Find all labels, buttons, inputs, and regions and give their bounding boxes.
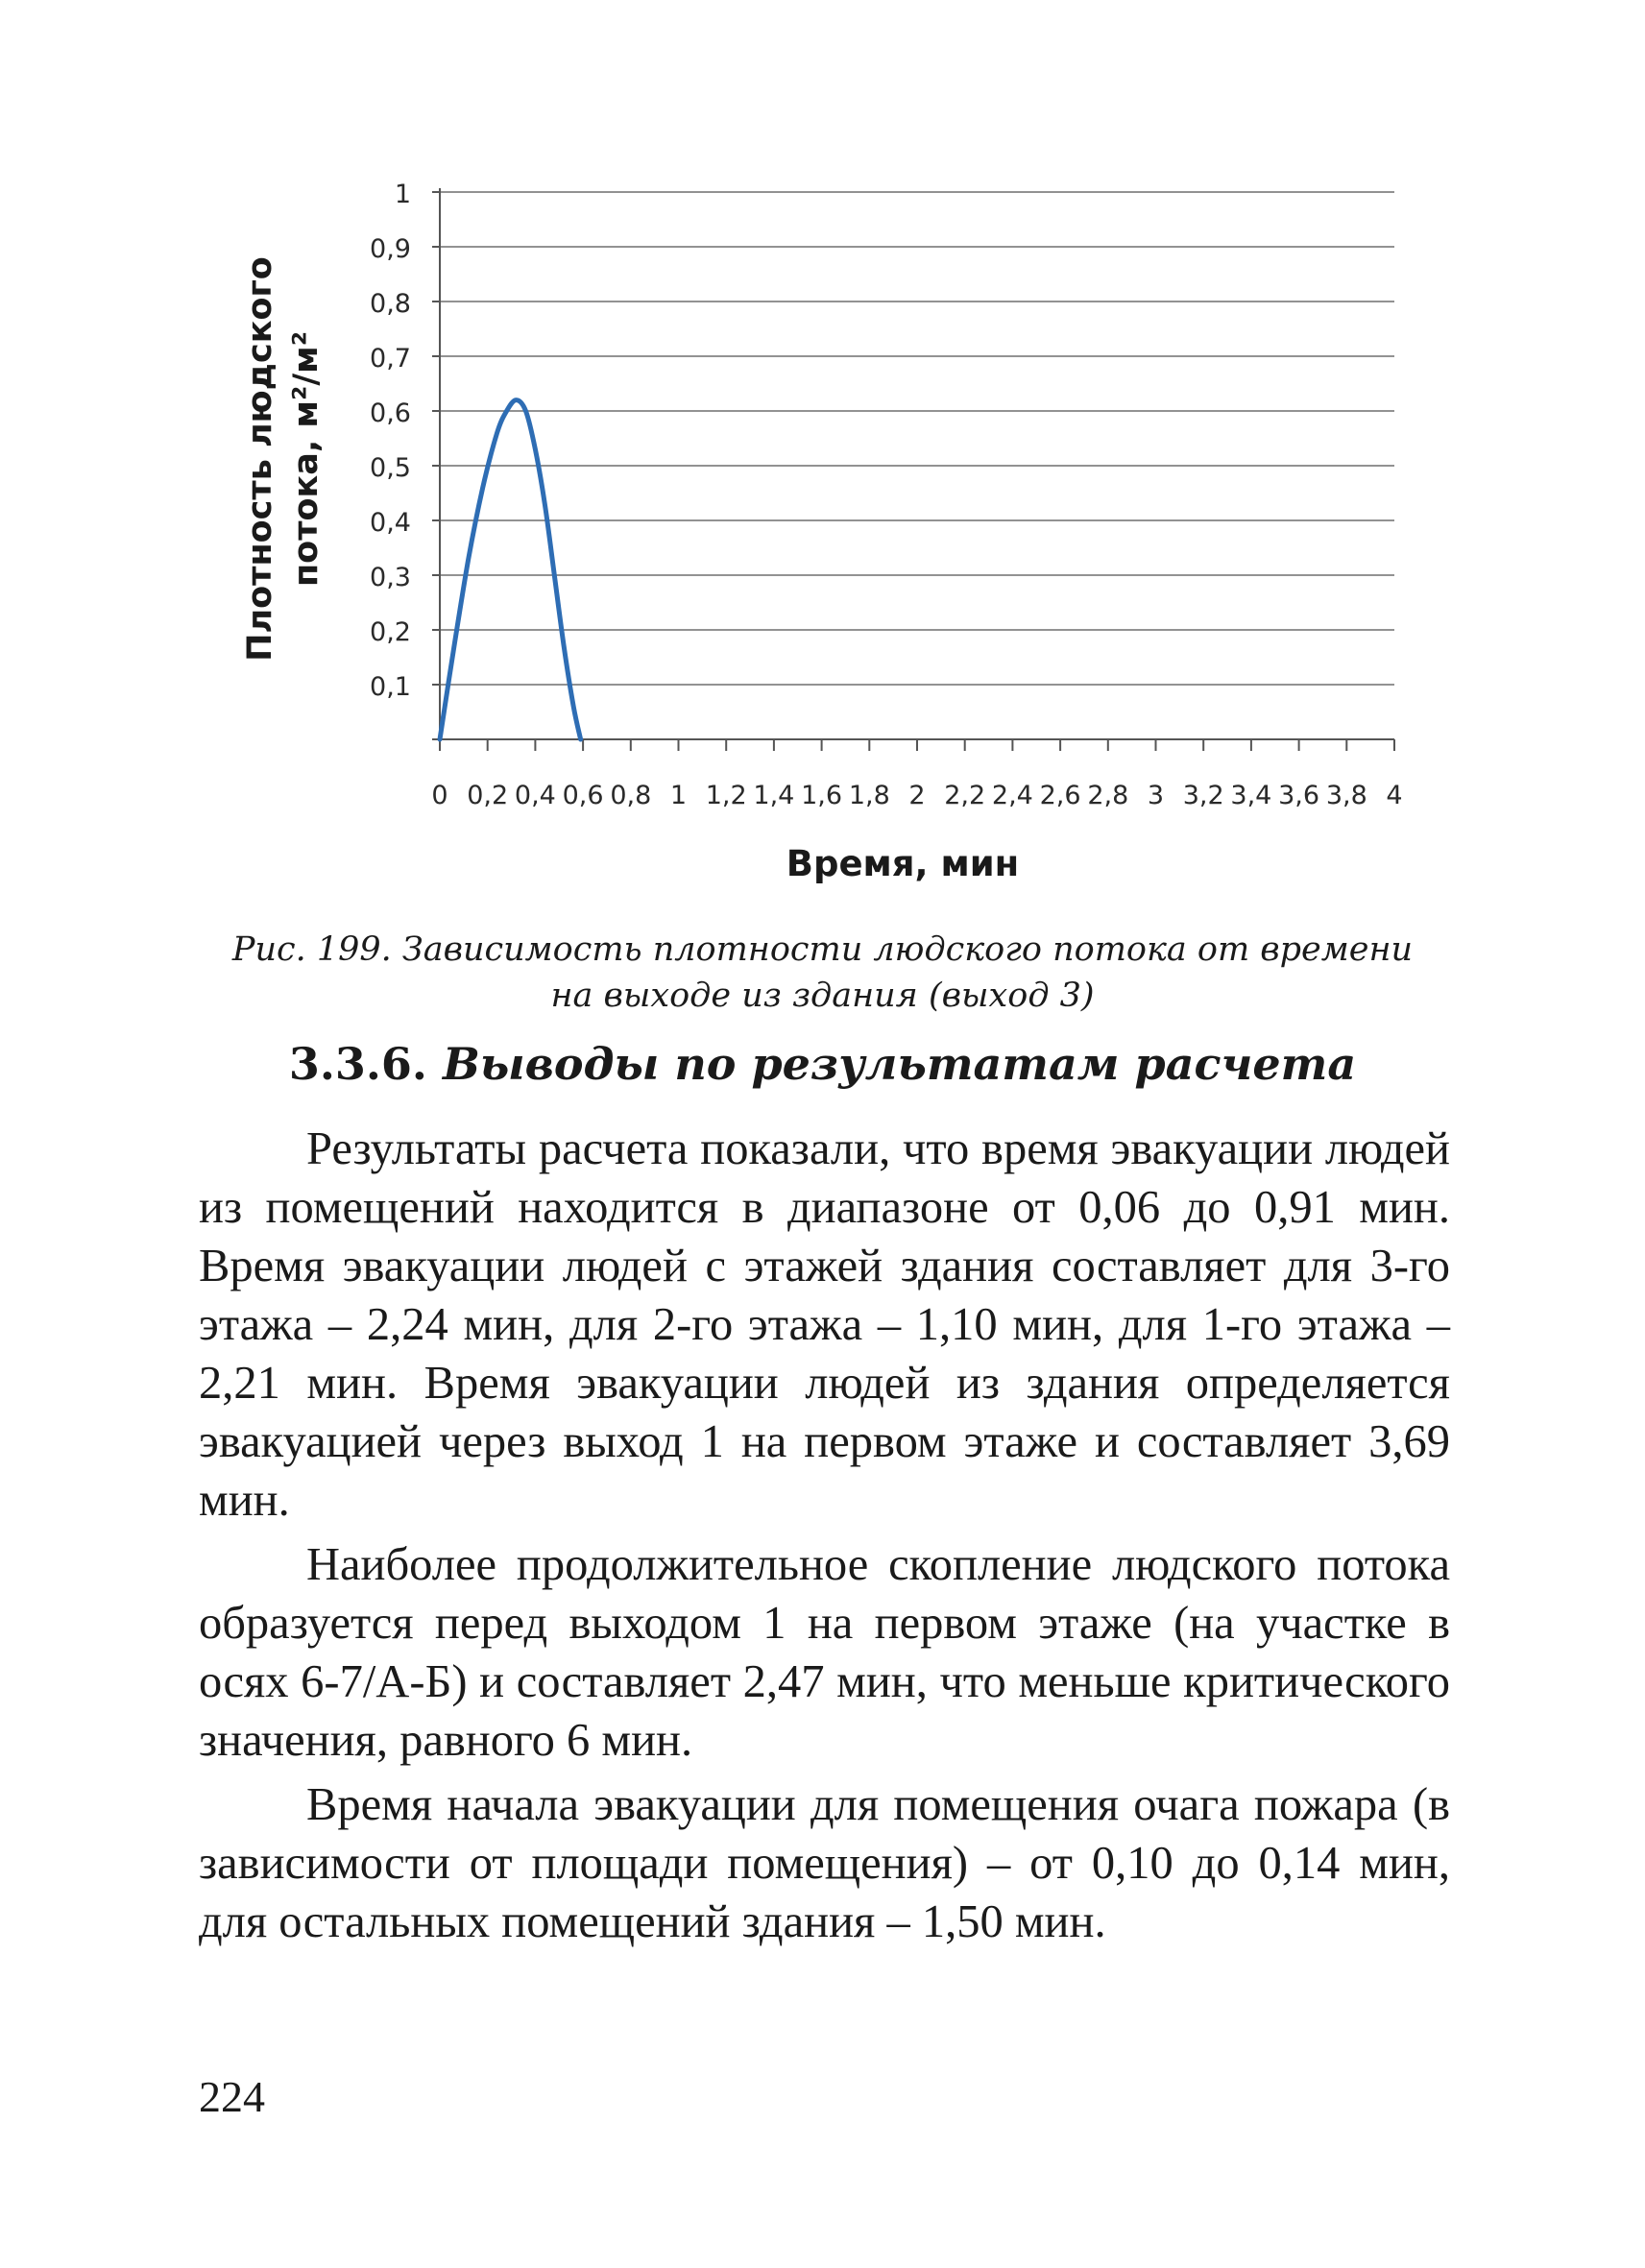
x-tick-label: 0,4 (514, 781, 556, 810)
chart-grid (440, 192, 1394, 685)
x-tick-label: 2,8 (1087, 781, 1129, 810)
y-tick-label: 0,7 (370, 344, 411, 374)
section-heading (0, 1035, 1645, 1093)
x-tick-label: 3,6 (1278, 781, 1320, 810)
x-tick-label: 2,2 (944, 781, 986, 810)
y-axis-label-line2: потока, м²/м² (287, 330, 326, 588)
x-tick-label: 1,4 (753, 781, 795, 810)
body-text (199, 1120, 1450, 1951)
paragraph-3: Время начала эвакуации для помещения очага пожара (в зависимости от площади помещения) – от 0,10 до 0,14 мин, для остальных помещений здания – 1,50 мин. (199, 1779, 1450, 1947)
x-tick-label: 0,6 (562, 781, 604, 810)
x-tick-label: 1,8 (848, 781, 890, 810)
x-tick-label: 0,2 (467, 781, 509, 810)
x-tick-label: 2,4 (991, 781, 1033, 810)
y-tick-label: 1 (394, 180, 411, 209)
y-axis-label-line1: Плотность людского (241, 256, 279, 662)
x-tick-label: 1,2 (705, 781, 747, 810)
figure-caption-line1: Рис. 199. Зависимость плотности людского потока от времени (231, 930, 1414, 969)
x-tick-label: 0 (431, 781, 448, 810)
x-tick-label: 1 (669, 781, 688, 810)
x-axis-label: Время, мин (786, 843, 1020, 884)
chart-axes (432, 188, 1394, 751)
y-tick-labels (370, 180, 411, 702)
series-line (440, 400, 581, 739)
y-tick-label: 0,9 (370, 234, 411, 264)
chart-series (440, 400, 581, 739)
page-number: 224 (199, 2072, 265, 2121)
y-tick-label: 0,6 (370, 398, 411, 428)
x-tick-label: 2 (908, 781, 926, 810)
x-tick-label: 3 (1147, 781, 1165, 810)
y-tick-label: 0,4 (370, 508, 411, 538)
x-tick-label: 3,2 (1182, 781, 1224, 810)
x-tick-labels (431, 781, 1402, 810)
x-tick-label: 0,8 (610, 781, 652, 810)
x-tick-label: 3,4 (1230, 781, 1272, 810)
paragraph-1: Результаты расчета показали, что время эвакуации людей из помещений находится в диапазоне от 0,06 до 0,91 мин. Время эвакуации людей с этажей здания составляет для 3-го этажа – 2,24 мин, для 2-го этажа – 1,10 мин, для 1-го этажа – 2,21 мин. Время эвакуации людей из здания определяется эвакуацией через выход 1 на первом этаже и составляет 3,69 мин. (199, 1123, 1450, 1526)
y-tick-label: 0,8 (370, 289, 411, 319)
x-tick-label: 2,6 (1039, 781, 1081, 810)
section-title: Выводы по результатам расчета (442, 1038, 1357, 1090)
y-tick-label: 0,5 (370, 453, 411, 483)
section-number: 3.3.6. (288, 1038, 427, 1090)
x-tick-label: 3,8 (1325, 781, 1367, 810)
x-tick-label: 4 (1386, 781, 1403, 810)
y-tick-label: 0,3 (370, 563, 411, 592)
paragraph-2: Наиболее продолжительное скопление людского потока образуется перед выходом 1 на первом этаже (на участке в осях 6-7/А-Б) и составляет 2,47 мин, что меньше критического значения, равного 6 мин. (199, 1539, 1450, 1766)
figure-caption-line2: на выходе из здания (выход 3) (550, 977, 1095, 1015)
y-tick-label: 0,2 (370, 617, 411, 647)
y-tick-label: 0,1 (370, 672, 411, 702)
density-chart (0, 0, 1645, 903)
x-tick-label: 1,6 (801, 781, 843, 810)
